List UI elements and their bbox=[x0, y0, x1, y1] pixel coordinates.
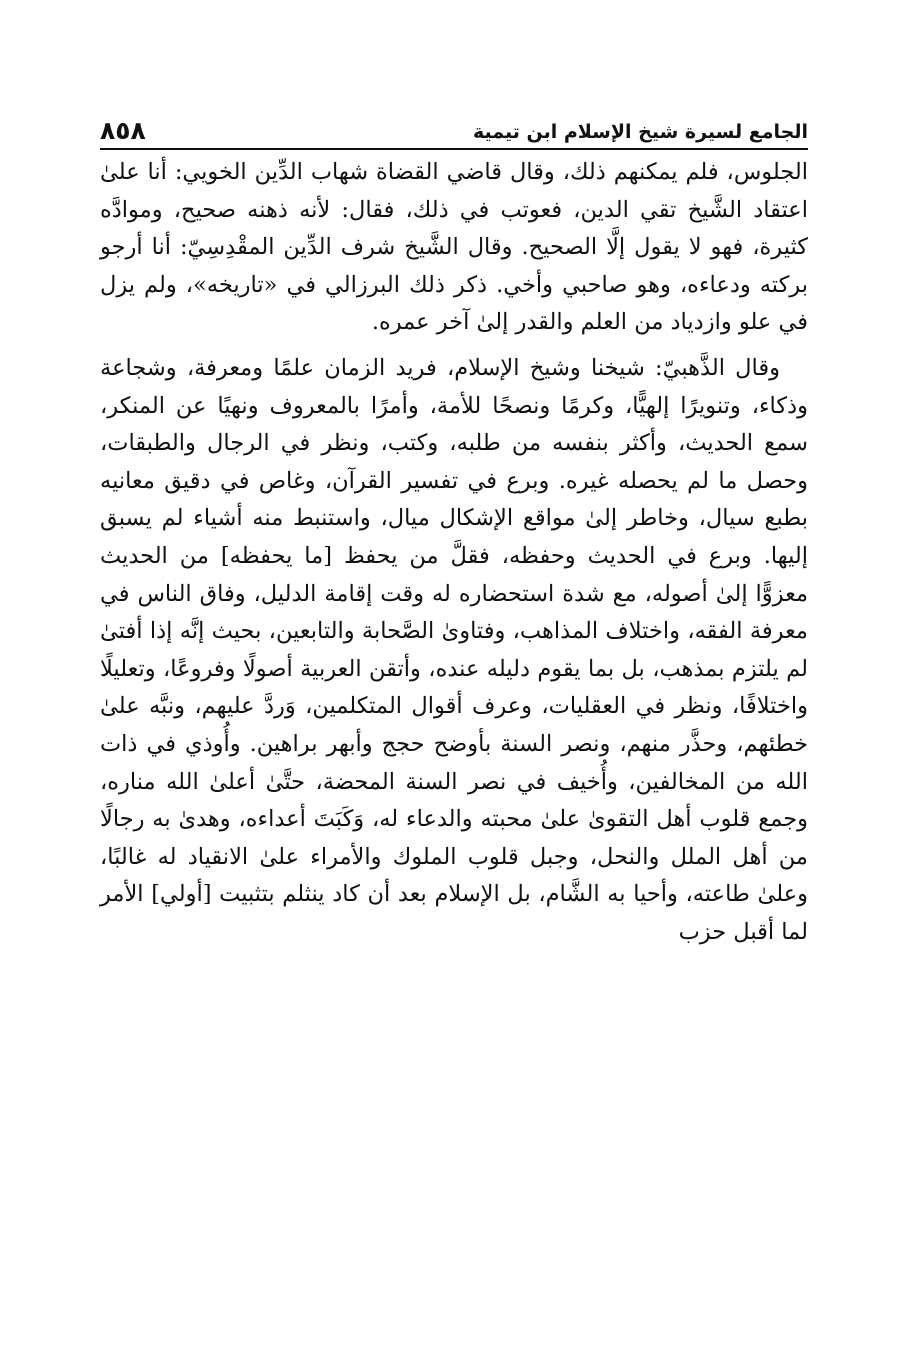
paragraph-dhahabi-quote: وقال الذَّهبيّ: شيخنا وشيخ الإسلام، فريد الزمان علمًا ومعرفة، وشجاعة وذكاء، وتنويرًا إلهيًّا، وكرمًا ونصحًا للأمة، وأمرًا بالمعروف ونهيًا عن المنكر، سمع الحديث، وأكثر بنفسه من طلبه، وكتب، ونظر في الرجال والطبقات، وحصل ما لم يحصله غيره. وبرع في تفسير القرآن، وغاص في دقيق معانيه بطبع سيال، وخاطر إلىٰ مواقع الإشكال ميال، واستنبط منه أشياء لم يسبق إليها. وبرع في الحديث وحفظه، فقلَّ من يحفظ [ما يحفظه] من الحديث معزوًّا إلىٰ أصوله، مع شدة استحضاره له وقت إقامة الدليل، وفاق الناس في معرفة الفقه، واختلاف المذاهب، وفتاوىٰ الصَّحابة والتابعين، بحيث إنَّه إذا أفتىٰ لم يلتزم بمذهب، بل بما يقوم دليله عنده، وأتقن العربية أصولًا وفروعًا، وتعليلًا واختلافًا، ونظر في العقليات، وعرف أقوال المتكلمين، وَردَّ عليهم، ونبَّه علىٰ خطئهم، وحذَّر منهم، ونصر السنة بأوضح حجج وأبهر براهين. وأُوذي في ذات الله من المخالفين، وأُخيف في نصر السنة المحضة، حتَّىٰ أعلىٰ الله مناره، وجمع قلوب أهل التقوىٰ علىٰ محبته والدعاء له، وَكَبَتَ أعداءه، وهدىٰ به رجالًا من أهل الملل والنحل، وجبل قلوب الملوك والأمراء علىٰ الانقياد له غالبًا، وعلىٰ طاعته، وأحيا به الشَّام، بل الإسلام بعد أن كاد ينثلم بتثبيت [أولي] الأمر لما أقبل حزب bbox=[100, 354, 808, 945]
book-page bbox=[100, 100, 808, 951]
body-text bbox=[100, 154, 808, 951]
paragraph-continuation: الجلوس، فلم يمكنهم ذلك، وقال قاضي القضاة شهاب الدِّين الخويي: أنا علىٰ اعتقاد الشَّيخ تقي الدين، فعوتب في ذلك، فقال: لأنه ذهنه صحيح، وموادَّه كثيرة، فهو لا يقول إلَّا الصحيح. وقال الشَّيخ شرف الدِّين المقْدِسِيّ: أنا أرجو بركته ودعاءه، وهو صاحبي وأخي. ذكر ذلك البرزالي في «تاريخه»، ولم يزل في علو وازدياد من العلم والقدر إلىٰ آخر عمره. bbox=[100, 159, 808, 336]
page-number: ٨٥٨ bbox=[100, 115, 146, 145]
book-title: الجامع لسيرة شيخ الإسلام ابن تيمية bbox=[472, 121, 808, 144]
running-header bbox=[100, 100, 808, 150]
